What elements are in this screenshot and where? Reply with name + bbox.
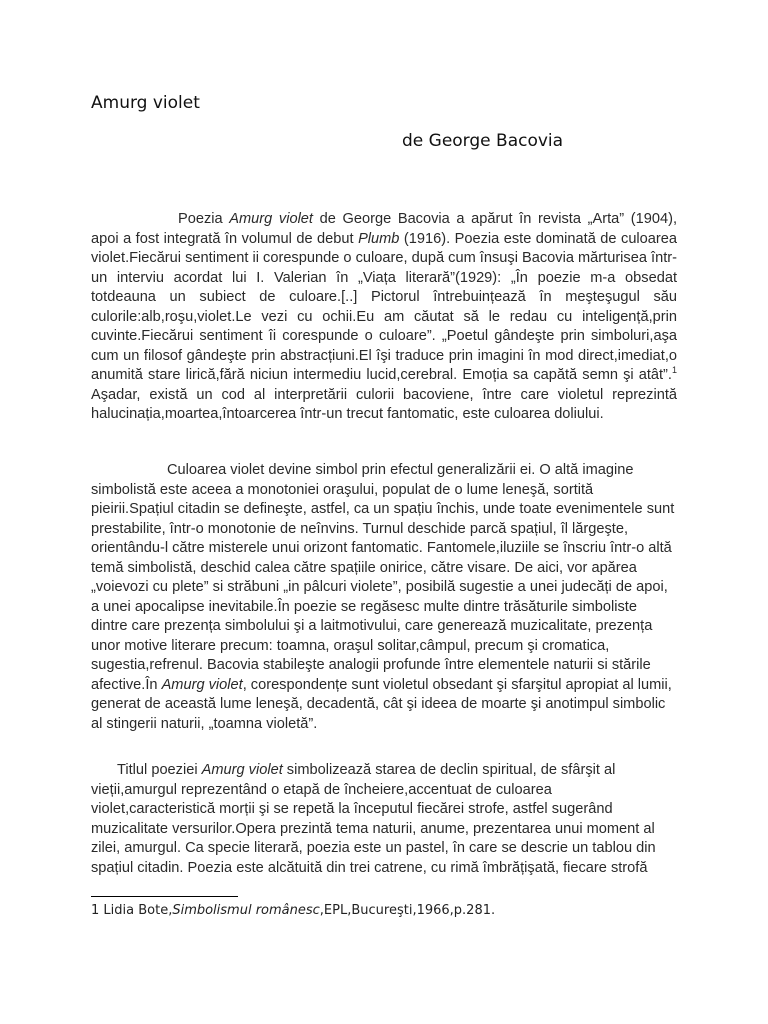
text-run: Titlul poeziei [117,762,202,778]
document-title: Amurg violet [91,93,200,113]
text-run: de George Bacovia a apărut în revista „Arta” (1904), apoi a fost integrată în volumul de debut [91,211,677,247]
text-run: , corespondențe sunt violetul obsedant şi sfarşitul apropiat al lumii, generat de această lume leneşă, decadentă, cât şi ideea de moarte şi anotimpul simbolic al stingerii naturii, „toamna violetă”. [91,676,672,732]
paragraph-3 [91,761,677,878]
italic-text-run: Simbolismul românesc [172,903,320,918]
italic-text-run: Amurg violet [229,211,313,227]
italic-text-run: Amurg violet [201,762,283,778]
text-run: Culoarea violet devine simbol prin efectul generalizării ei. O altă imagine simbolistă este aceea a monotoniei oraşului, populat de o lume leneşă, sortită pieirii.Spațiul citadin se defineşte, astfel, ca un spațiu închis, unde toate evenimentele sunt prestabilite, într-o monotonie de neînvins. Turnul deschide parcă spațiul, îl lărgeşte, orientându-l către misterele unui orizont fantomatic. Fantomele,iluziile se înscriu într-o altă temă simbolistă, deschid calea către spațiile onirice, către visare. De aici, vor apărea „voievozi cu plete” si străbuni „in pâlcuri violete”, posibilă sugestie a unei judecăți de apoi, a unei apocalipse inevitabile.În poezie se regăsesc multe dintre trăsăturile simboliste dintre care prezența simbolului şi a laitmotivului, care generează muzicalitate, prezența unor motive literare precum: toamna, oraşul solitar,câmpul, precum şi cromatica, sugestia,refrenul. Bacovia stabileşte analogii profunde între elementele naturii si stările afective.În [91,462,675,693]
footnote-reference: 1 [671,365,677,376]
paragraph-1 [91,210,677,425]
footnote [91,903,495,918]
text-run: Poezia [178,211,230,227]
paragraph-2 [91,461,677,734]
italic-text-run: Amurg violet [161,676,243,693]
footnote-separator [91,896,238,897]
text-run: simbolizează starea de declin spiritual, de sfârşit al vieții,amurgul reprezentând o etapă de încheiere,accentuat de culoarea violet,caracteristică morții şi se repetă la începutul fiecărei strofe, astfel sugerând muzicalitate versurilor.Opera prezintă tema naturii, anume, prezentarea unui moment al zilei, amurgul. Ca specie literară, poezia este un pastel, în care se descrie un tablou din spațiul citadin. Poezia este alcătuită din trei catrene, cu rimă îmbrățişată, fiecare strofă [91,762,656,876]
text-run: 1 Lidia Bote, [91,903,173,918]
text-run: (1916). Poezia este dominată de culoarea violet.Fiecărui sentiment ii corespunde o culoare, după cum însuşi Bacovia mărturisea într-un interviu acordat lui I. Valerian în „Viața literară”(1929): „În poezie m-a obsedat totdeauna un subiect de culoare.[..] Pictorul întrebuințează în meşteşugul său culorile:alb,roşu,violet.Le vezi cu ochii.Eu am căutat să le redau cu inteligență,prin cuvinte.Fiecărui sentiment îi corespunde o culoare”. „Poetul gândeşte prin simboluri,aşa cum un filosof gândeşte prin abstracțiuni.El îşi traduce prin imagini în mod direct,imediat,o anumită stare lirică,fără niciun intermediu lucid,cerebral. Emoția sa capătă semn şi atât”. [91,230,677,383]
document-author: de George Bacovia [402,131,564,151]
italic-text-run: Plumb [358,230,400,247]
text-run: Aşadar, există un cod al interpretării culorii bacoviene, între care violetul reprezintă halucinația,moartea,întoarcerea într-un trecut fantomatic, este culoarea doliului. [91,386,677,422]
text-run: ,EPL,Bucureşti,1966,p.281. [319,903,496,918]
